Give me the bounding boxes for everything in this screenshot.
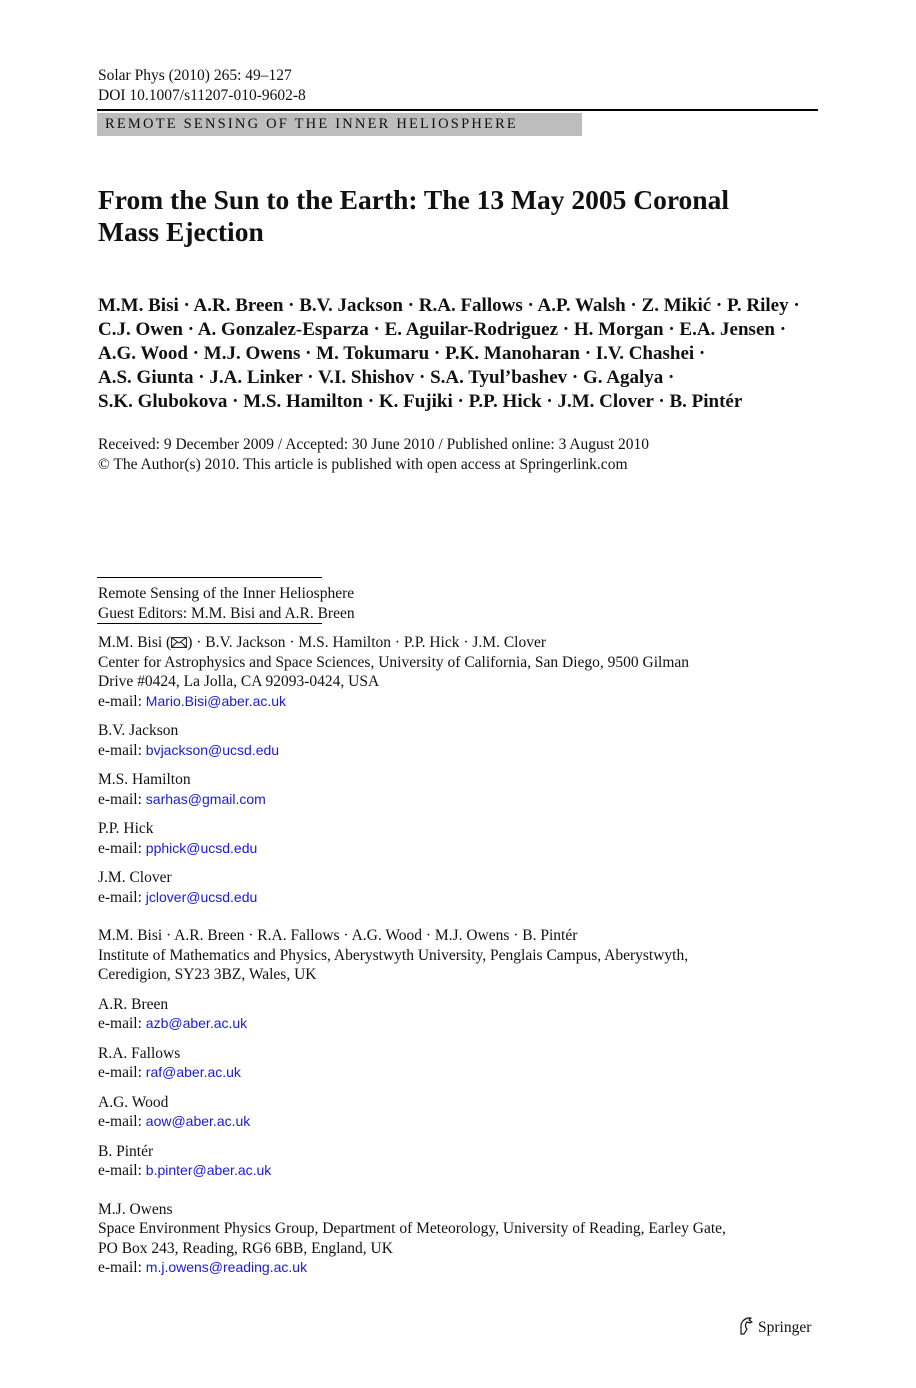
contact-entry bbox=[98, 770, 798, 809]
email-link[interactable]: pphick@ucsd.edu bbox=[145, 839, 258, 856]
footnote-rule bbox=[97, 577, 322, 578]
affiliation-names: M.J. Owens bbox=[98, 1200, 173, 1218]
author-line: C.J. Owen · A. Gonzalez-Esparza · E. Aguilar-Rodriguez · H. Morgan · E.A. Jensen · bbox=[98, 319, 787, 340]
publication-dates bbox=[98, 435, 649, 474]
email-row: e-mail: pphick@ucsd.edu bbox=[98, 839, 258, 857]
contact-entry bbox=[98, 995, 798, 1034]
email-link[interactable]: sarhas@gmail.com bbox=[145, 790, 266, 807]
affiliation-address: Institute of Mathematics and Physics, Aberystwyth University, Penglais Campus, Aberystwyth, bbox=[98, 946, 689, 964]
contact-entry bbox=[98, 1142, 798, 1181]
contact-name: P.P. Hick bbox=[98, 820, 154, 837]
publisher-name: Springer bbox=[758, 1319, 812, 1336]
guest-editors: Guest Editors: M.M. Bisi and A.R. Breen bbox=[98, 604, 355, 622]
author-line: A.G. Wood · M.J. Owens · M. Tokumaru · P.K. Manoharan · I.V. Chashei · bbox=[98, 343, 706, 364]
copyright-line: © The Author(s) 2010. This article is published with open access at Springerlink.com bbox=[98, 455, 628, 473]
contact-name: A.G. Wood bbox=[98, 1093, 169, 1111]
collection-banner bbox=[97, 113, 582, 136]
affiliation-names: M.M. Bisi ( ) · B.V. Jackson · M.S. Hamilton · P.P. Hick · J.M. Clover bbox=[98, 634, 547, 651]
email-link[interactable]: b.pinter@aber.ac.uk bbox=[145, 1162, 272, 1178]
affiliation-address: Space Environment Physics Group, Department of Meteorology, University of Reading, Earley Gate, bbox=[98, 1220, 726, 1237]
journal-header bbox=[98, 66, 306, 105]
journal-citation: Solar Phys (2010) 265: 49–127 bbox=[98, 67, 292, 84]
email-link[interactable]: azb@aber.ac.uk bbox=[145, 1015, 248, 1031]
article-title bbox=[98, 184, 818, 248]
dates-line: Received: 9 December 2009 / Accepted: 30 June 2010 / Published online: 3 August 2010 bbox=[98, 436, 650, 453]
contact-entry bbox=[98, 819, 798, 858]
email-row: e-mail: azb@aber.ac.uk bbox=[98, 1015, 248, 1032]
contact-name: J.M. Clover bbox=[98, 869, 172, 886]
affiliation-reading bbox=[98, 1200, 798, 1278]
email-link[interactable]: jclover@ucsd.edu bbox=[145, 888, 258, 905]
affiliation-names: M.M. Bisi · A.R. Breen · R.A. Fallows · A.G. Wood · M.J. Owens · B. Pintér bbox=[98, 927, 578, 944]
contact-entry bbox=[98, 721, 798, 760]
email-row: e-mail: jclover@ucsd.edu bbox=[98, 888, 258, 906]
email-row: e-mail: sarhas@gmail.com bbox=[98, 790, 266, 808]
affiliation-address: Center for Astrophysics and Space Sciences, University of California, San Diego, 9500 Gilman bbox=[98, 653, 690, 671]
email-row: e-mail: b.pinter@aber.ac.uk bbox=[98, 1162, 272, 1179]
contact-name: R.A. Fallows bbox=[98, 1044, 181, 1062]
author-list bbox=[98, 294, 838, 414]
contact-name: B.V. Jackson bbox=[98, 722, 179, 739]
email-row: e-mail: raf@aber.ac.uk bbox=[98, 1064, 241, 1081]
contact-name: A.R. Breen bbox=[98, 995, 169, 1013]
affiliation-aberystwyth bbox=[98, 926, 798, 985]
springer-horse-icon bbox=[738, 1317, 754, 1335]
doi: DOI 10.1007/s11207-010-9602-8 bbox=[98, 86, 306, 104]
email-link[interactable]: aow@aber.ac.uk bbox=[145, 1113, 251, 1129]
email-row: e-mail: m.j.owens@reading.ac.uk bbox=[98, 1259, 308, 1276]
title-line-1: From the Sun to the Earth: The 13 May 2005 Coronal bbox=[98, 184, 729, 215]
author-line: M.M. Bisi · A.R. Breen · B.V. Jackson · R.A. Fallows · A.P. Walsh · Z. Mikić · P. Riley · bbox=[98, 295, 800, 316]
contact-name: B. Pintér bbox=[98, 1142, 154, 1160]
contact-entry bbox=[98, 1093, 798, 1132]
affiliation-ucsd bbox=[98, 633, 798, 711]
email-row: e-mail: Mario.Bisi@aber.ac.uk bbox=[98, 692, 287, 710]
email-link[interactable]: m.j.owens@reading.ac.uk bbox=[145, 1259, 308, 1275]
contact-name: M.S. Hamilton bbox=[98, 771, 191, 788]
title-line-2: Mass Ejection bbox=[98, 216, 264, 247]
author-line: A.S. Giunta · J.A. Linker · V.I. Shishov · S.A. Tyul’bashev · G. Agalya · bbox=[98, 367, 675, 388]
author-line: S.K. Glubokova · M.S. Hamilton · K. Fujiki · P.P. Hick · J.M. Clover · B. Pintér bbox=[98, 391, 743, 412]
email-link[interactable]: bvjackson@ucsd.edu bbox=[145, 741, 280, 758]
topical-collection: Remote Sensing of the Inner Heliosphere bbox=[98, 585, 355, 602]
affiliation-address: Drive #0424, La Jolla, CA 92093-0424, USA bbox=[98, 673, 380, 690]
header-rule bbox=[97, 109, 818, 111]
affiliation-address: Ceredigion, SY23 3BZ, Wales, UK bbox=[98, 966, 317, 983]
email-row: e-mail: bvjackson@ucsd.edu bbox=[98, 741, 280, 759]
email-link[interactable]: raf@aber.ac.uk bbox=[145, 1064, 241, 1080]
footnotes bbox=[98, 584, 798, 1278]
contact-entry bbox=[98, 1044, 798, 1083]
affiliation-address: PO Box 243, Reading, RG6 6BB, England, UK bbox=[98, 1239, 393, 1257]
collection-label: REMOTE SENSING OF THE INNER HELIOSPHERE bbox=[105, 116, 518, 132]
contact-entry bbox=[98, 868, 798, 907]
publisher-logo bbox=[738, 1317, 811, 1338]
envelope-icon bbox=[171, 637, 187, 648]
email-link[interactable]: Mario.Bisi@aber.ac.uk bbox=[145, 692, 287, 709]
email-row: e-mail: aow@aber.ac.uk bbox=[98, 1113, 251, 1130]
